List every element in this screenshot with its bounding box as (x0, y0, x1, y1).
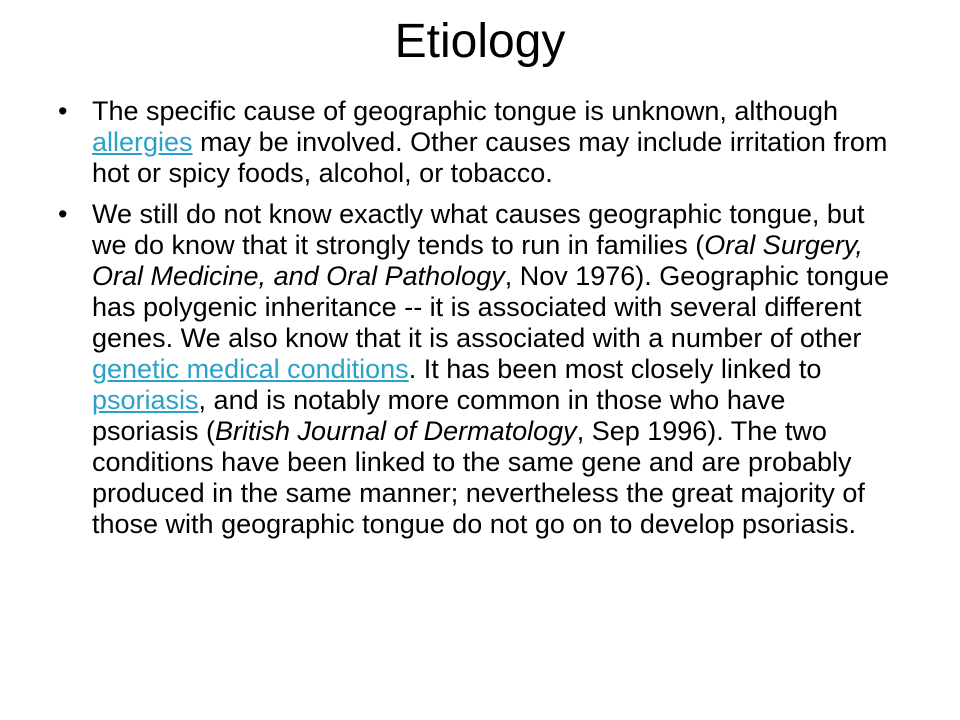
bullet-list (58, 96, 898, 550)
bullet-text-segment: , and is notably more common in those who have psoriasis ( (92, 385, 786, 446)
citation-journal: Oral Surgery, Oral Medicine, and Oral Pathology (92, 230, 863, 291)
bullet-icon: • (58, 199, 68, 229)
psoriasis-link[interactable]: psoriasis (92, 385, 199, 415)
bullet-text-segment: We still do not know exactly what causes geographic tongue, but we do know that it strongly tends to run in families ( (92, 199, 865, 260)
slide-title: Etiology (394, 15, 566, 68)
genetic-medical-conditions-link[interactable]: genetic medical conditions (92, 354, 409, 384)
bullet-icon: • (58, 96, 68, 126)
bullet-text-segment: may be involved. Other causes may include irritation from hot or spicy foods, alcohol, or tobacco. (92, 127, 888, 188)
bullet-text-segment: . It has been most closely linked to (408, 354, 822, 384)
bullet-item-cause (58, 96, 898, 189)
bullet-item-genetics (58, 199, 898, 540)
bullet-text-segment: The specific cause of geographic tongue is unknown, although (92, 96, 838, 126)
bullet-text-segment: , Sep 1996). The two conditions have been linked to the same gene and are probably produced in the same manner; nevertheless the great majority of those with geographic tongue do not go on to develop psoriasis. (92, 416, 865, 539)
citation-journal: British Journal of Dermatology (215, 416, 577, 446)
bullet-text-segment: , Nov 1976). Geographic tongue has polygenic inheritance -- it is associated with several different genes. We also know that it is associated with a number of other (92, 261, 889, 353)
allergies-link[interactable]: allergies (92, 127, 193, 157)
